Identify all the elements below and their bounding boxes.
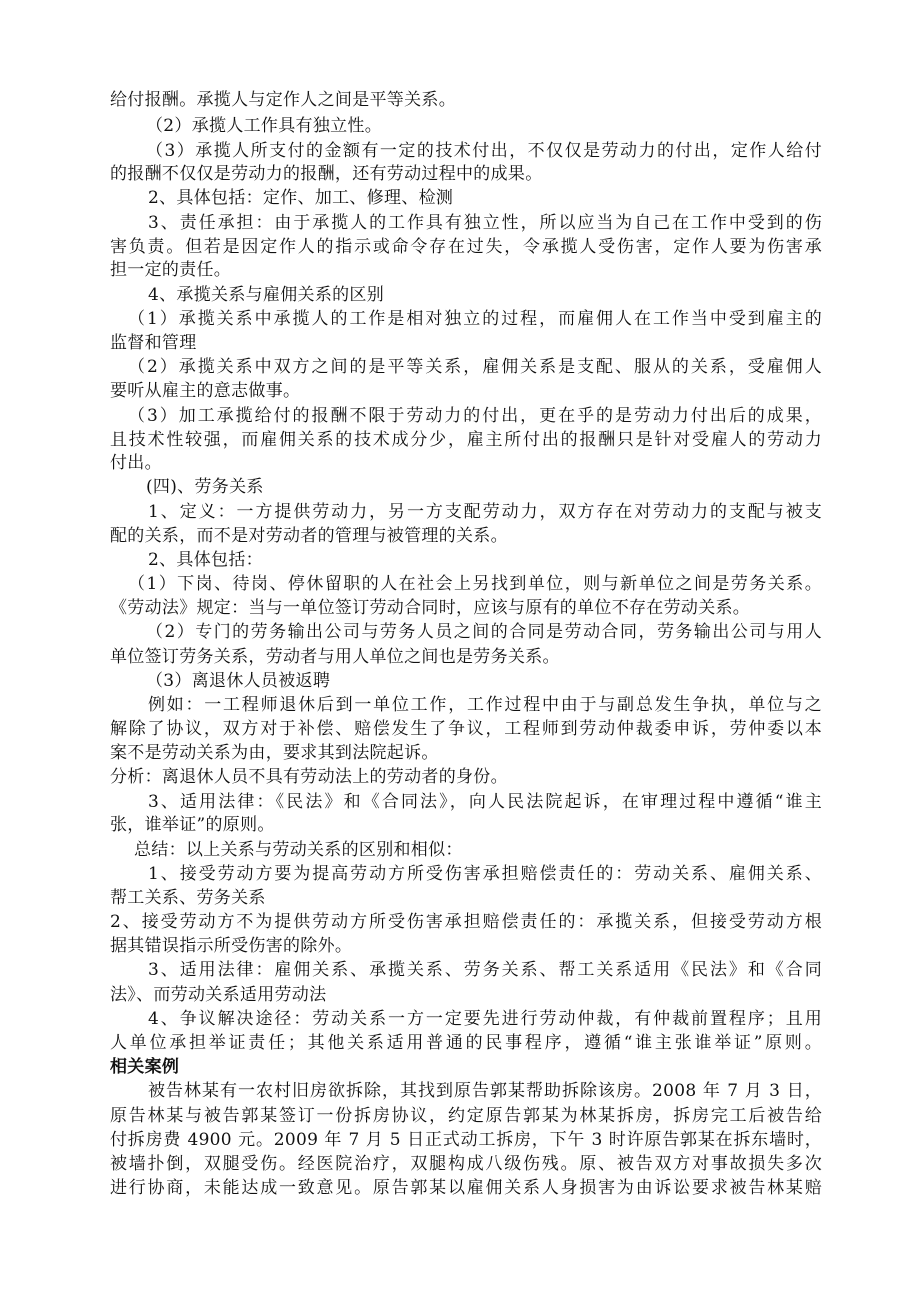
text-line: 法》、而劳动关系适用劳动法 (110, 985, 327, 1005)
text-line: （2）专门的劳务输出公司与劳务人员之间的合同是劳动合同，劳务输出公司与用人 (146, 622, 822, 642)
text-line: 被墙扑倒，双腿受伤。经医院治疗，双腿构成八级伤残。原、被告双方对事故损失多次 (110, 1154, 822, 1174)
text-line: 3、责任承担：由于承揽人的工作具有独立性，所以应当为自己在工作中受到的伤 (148, 213, 822, 233)
summary-heading: 总结：以上关系与劳动关系的区别和相似： (134, 840, 463, 860)
text-line: （2）承揽人工作具有独立性。 (146, 116, 383, 136)
text-line: 人单位承担举证责任；其他关系适用普通的民事程序，遵循“谁主张谁举证”原则。 (110, 1033, 822, 1053)
text-line: 解除了协议，双方对于补偿、赔偿发生了争议，工程师到劳动仲裁委申诉，劳仲委以本 (110, 719, 822, 739)
text-line: 1、定义：一方提供劳动力，另一方支配劳动力，双方存在对劳动力的支配与被支 (148, 502, 822, 522)
text-line: 据其错误指示所受伤害的除外。 (110, 936, 353, 956)
text-line: 付拆房费 4900 元。2009 年 7 月 5 日正式动工拆房，下午 3 时许原告郭某在拆东墙时， (110, 1130, 822, 1150)
text-line: 监督和管理 (110, 333, 197, 353)
text-line: 2、接受劳动方不为提供劳动方所受伤害承担赔偿责任的：承揽关系，但接受劳动方根 (110, 912, 822, 932)
text-line: 要听从雇主的意志做事。 (110, 381, 301, 401)
text-line: 张，谁举证”的原则。 (110, 815, 275, 835)
text-line: 付出。 (110, 453, 162, 473)
text-line: 3、适用法律：雇佣关系、承揽关系、劳务关系、帮工关系适用《民法》和《合同 (148, 960, 822, 980)
text-line: 进行协商，未能达成一致意见。原告郭某以雇佣关系人身损害为由诉讼要求被告林某赔 (110, 1178, 822, 1198)
related-cases-heading: 相关案例 (110, 1057, 180, 1077)
text-line: 例如：一工程师退休后到一单位工作，工作过程中由于与副总发生争执，单位与之 (148, 695, 822, 715)
text-line: 害负责。但若是因定作人的指示或命令存在过失，令承揽人受伤害，定作人要为伤害承 (110, 237, 822, 257)
text-line: 3、适用法律：《民法》和《合同法》，向人民法院起诉，在审理过程中遵循“谁主 (148, 792, 822, 812)
text-line: 被告林某有一农村旧房欲拆除，其找到原告郭某帮助拆除该房。2008 年 7 月 3 日， (148, 1081, 822, 1101)
text-line: （1）下岗、待岗、停休留职的人在社会上另找到单位，则与新单位之间是劳务关系。 (128, 574, 822, 594)
text-line: 担一定的责任。 (110, 260, 232, 280)
text-line: （1）承揽关系中承揽人的工作是相对独立的过程，而雇佣人在工作当中受到雇主的 (128, 309, 822, 329)
text-line: 《劳动法》规定：当与一单位签订劳动合同时，应该与原有的单位不存在劳动关系。 (110, 598, 751, 618)
text-line: 原告林某与被告郭某签订一份拆房协议，约定原告郭某为林某拆房，拆房完工后被告给 (110, 1106, 822, 1126)
text-line: （3）承揽人所支付的金额有一定的技术付出，不仅仅是劳动力的付出，定作人给付 (146, 141, 822, 161)
text-line: 帮工关系、劳务关系 (110, 888, 266, 908)
text-line: （3）离退休人员被返聘 (146, 671, 331, 691)
text-line: 且技术性较强，而雇佣关系的技术成分少，雇主所付出的报酬只是针对受雇人的劳动力 (110, 430, 822, 450)
text-line: 单位签订劳务关系，劳动者与用人单位之间也是劳务关系。 (110, 647, 560, 667)
text-line: 的报酬不仅仅是劳动力的报酬，还有劳动过程中的成果。 (110, 164, 543, 184)
text-line: （2）承揽关系中双方之间的是平等关系，雇佣关系是支配、服从的关系，受雇佣人 (128, 357, 822, 377)
text-line: 配的关系，而不是对劳动者的管理与被管理的关系。 (110, 526, 508, 546)
text-line: 案不是劳动关系为由，要求其到法院起诉。 (110, 743, 439, 763)
text-line: 给付报酬。承揽人与定作人之间是平等关系。 (110, 90, 456, 110)
text-line: 4、争议解决途径：劳动关系一方一定要先进行劳动仲裁，有仲裁前置程序；且用 (148, 1009, 822, 1029)
text-line: （3）加工承揽给付的报酬不限于劳动力的付出，更在乎的是劳动力付出后的成果， (128, 406, 822, 426)
text-line: 分析：离退休人员不具有劳动法上的劳动者的身份。 (110, 767, 508, 787)
section-heading: (四)、劳务关系 (146, 477, 264, 497)
text-line: 2、具体包括：定作、加工、修理、检测 (148, 188, 454, 208)
section-heading: 4、承揽关系与雇佣关系的区别 (148, 285, 385, 305)
text-line: 1、接受劳动方要为提高劳动方所受伤害承担赔偿责任的：劳动关系、雇佣关系、 (148, 864, 822, 884)
text-line: 2、具体包括： (148, 550, 263, 570)
